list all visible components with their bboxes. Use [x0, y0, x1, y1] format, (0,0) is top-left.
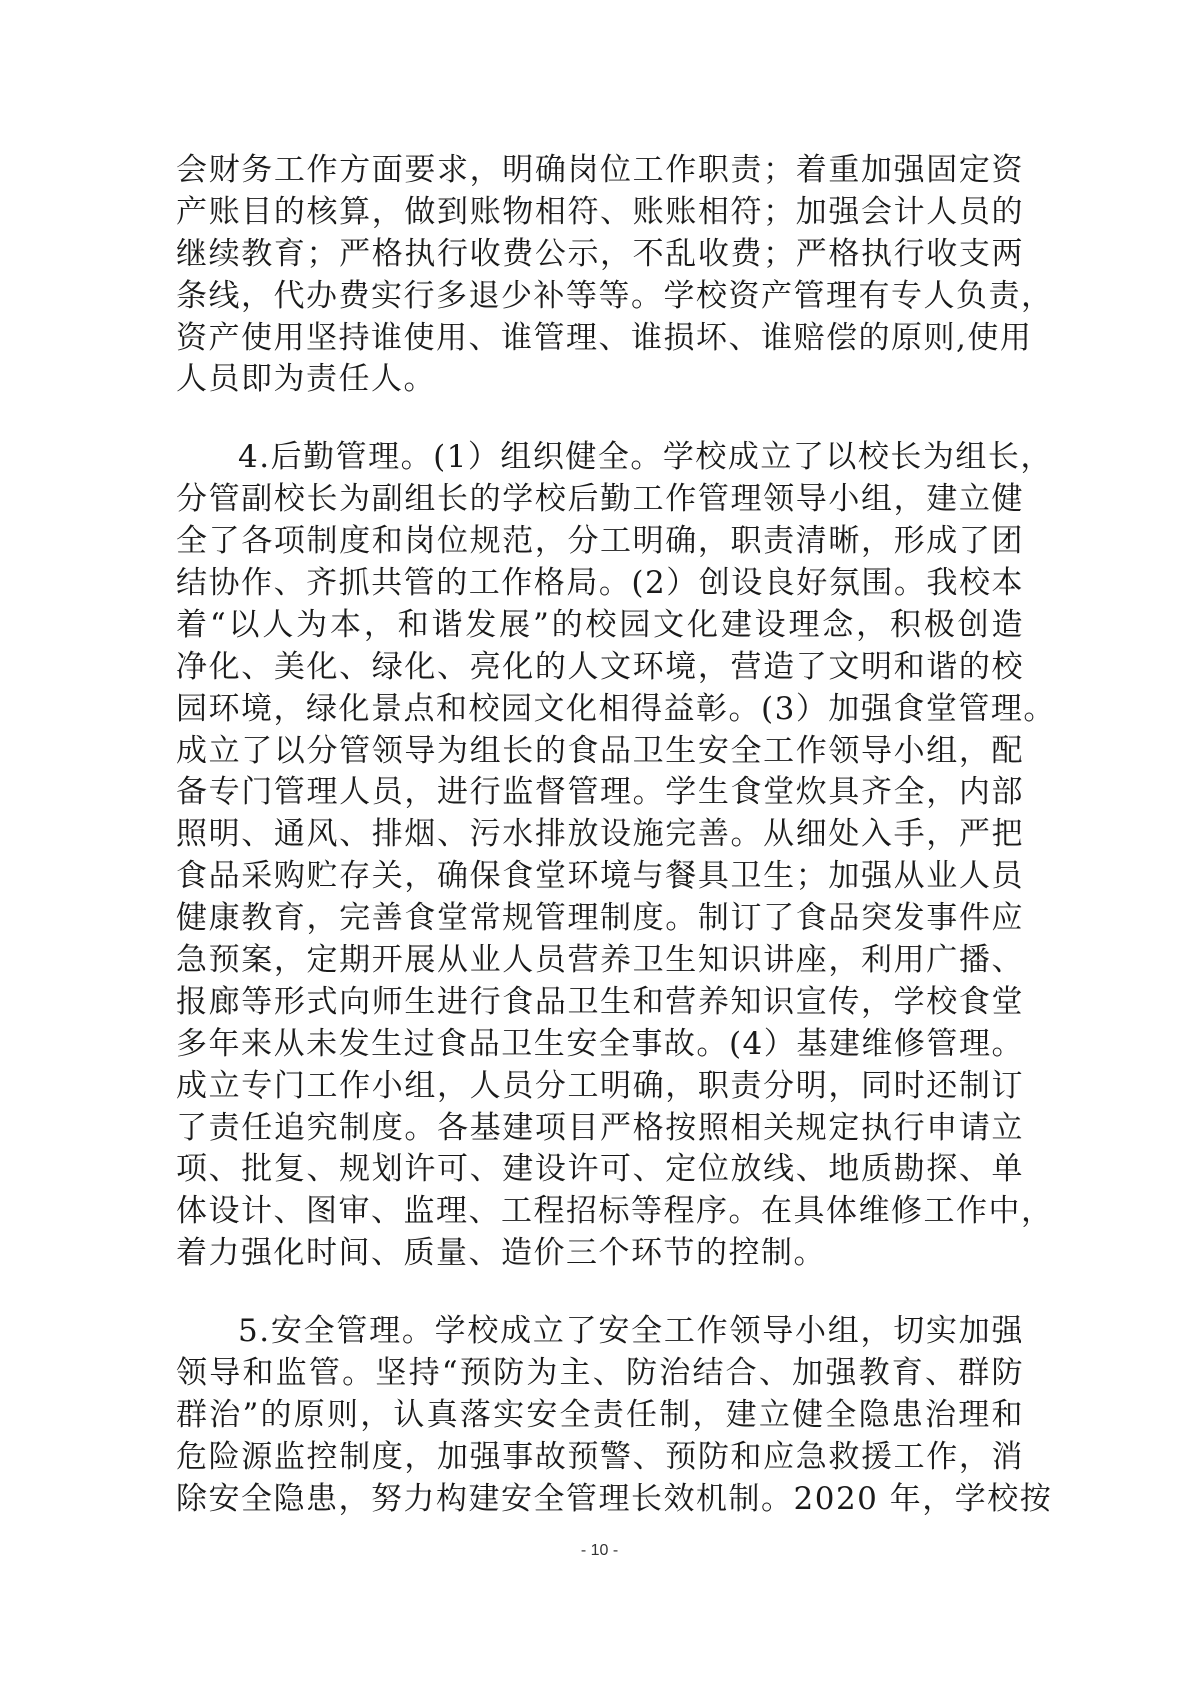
text-line: 照明、通风、排烟、污水排放设施完善。从细处入手，严把	[176, 816, 1024, 853]
text-line: 成立专门工作小组，人员分工明确，职责分明，同时还制订	[176, 1067, 1024, 1104]
text-line: 继续教育；严格执行收费公示，不乱收费；严格执行收支两	[176, 235, 1024, 272]
text-line: 4.后勤管理。(1）组织健全。学校成立了以校长为组长，	[238, 439, 1053, 476]
paragraph-gap	[176, 401, 1024, 437]
text-line: 了责任追究制度。各基建项目严格按照相关规定执行申请立	[176, 1109, 1024, 1146]
text-line: 条线，代办费实行多退少补等等。学校资产管理有专人负责，	[176, 277, 1054, 314]
paragraph-logistics-management	[176, 437, 1056, 1275]
text-line: 产账目的核算，做到账物相符、账账相符；加强会计人员的	[176, 193, 1024, 230]
text-line: 分管副校长为副组长的学校后勤工作管理领导小组，建立健	[176, 481, 1024, 518]
text-line: 园环境，绿化景点和校园文化相得益彰。(3）加强食堂管理。	[176, 690, 1056, 727]
text-line: 5.安全管理。学校成立了安全工作领导小组，切实加强	[238, 1313, 1024, 1350]
text-line: 结协作、齐抓共管的工作格局。(2）创设良好氛围。我校本	[176, 565, 1024, 602]
text-line: 资产使用坚持谁使用、谁管理、谁损坏、谁赔偿的原则,使用	[176, 319, 1033, 356]
page-number: - 10 -	[580, 1542, 619, 1559]
text-line: 食品采购贮存关，确保食堂环境与餐具卫生；加强从业人员	[176, 858, 1024, 895]
text-line: 成立了以分管领导为组长的食品卫生安全工作领导小组，配	[176, 732, 1024, 769]
paragraph-safety-management	[176, 1311, 1053, 1520]
text-line: 群治”的原则，认真落实安全责任制，建立健全隐患治理和	[176, 1396, 1024, 1433]
text-line: 备专门管理人员，进行监督管理。学生食堂炊具齐全，内部	[176, 774, 1024, 811]
text-line: 项、批复、规划许可、建设许可、定位放线、地质勘探、单	[176, 1151, 1024, 1188]
text-line: 除安全隐患，努力构建安全管理长效机制。2020 年，学校按	[176, 1480, 1053, 1517]
text-line: 着力强化时间、质量、造价三个环节的控制。	[176, 1235, 826, 1272]
text-line: 会财务工作方面要求，明确岗位工作职责；着重加强固定资	[176, 152, 1024, 188]
text-line: 健康教育，完善食堂常规管理制度。制订了食品突发事件应	[176, 900, 1024, 937]
text-line: 净化、美化、绿化、亮化的人文环境，营造了文明和谐的校	[176, 648, 1024, 685]
text-line: 报廊等形式向师生进行食品卫生和营养知识宣传，学校食堂	[176, 983, 1024, 1020]
paragraph-gap	[176, 1275, 1024, 1311]
text-line: 人员即为责任人。	[176, 361, 436, 398]
body-text	[176, 150, 1056, 1521]
text-line: 体设计、图审、监理、工程招标等程序。在具体维修工作中，	[176, 1193, 1054, 1230]
text-line: 多年来从未发生过食品卫生安全事故。(4）基建维修管理。	[176, 1025, 1024, 1062]
text-line: 着“以人为本，和谐发展”的校园文化建设理念，积极创造	[176, 606, 1024, 643]
text-line: 全了各项制度和岗位规范，分工明确，职责清晰，形成了团	[176, 523, 1024, 560]
text-line: 急预案，定期开展从业人员营养卫生知识讲座，利用广播、	[176, 942, 1024, 979]
text-line: 危险源监控制度，加强事故预警、预防和应急救援工作，消	[176, 1438, 1024, 1475]
text-line: 领导和监管。坚持“预防为主、防治结合、加强教育、群防	[176, 1355, 1024, 1392]
paragraph-finance-continued	[176, 150, 1054, 401]
